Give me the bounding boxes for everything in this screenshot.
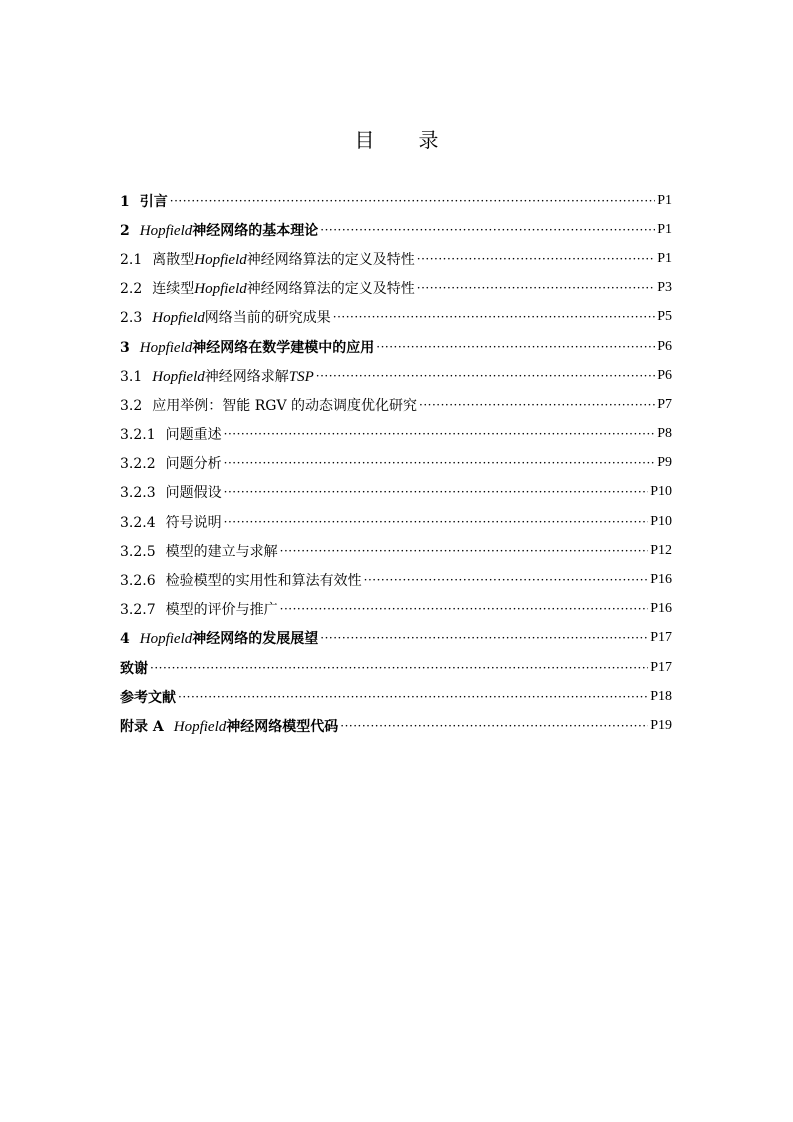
toc-entry-text-suffix: 神经网络算法的定义及特性 bbox=[246, 251, 415, 268]
toc-title-right: 录 bbox=[418, 128, 439, 152]
toc-entry-label bbox=[120, 395, 417, 415]
toc-entry-text-suffix: 神经网络的基本理论 bbox=[192, 222, 319, 239]
toc-entry-page: P6 bbox=[657, 367, 672, 383]
toc-entry-page: P1 bbox=[657, 192, 672, 208]
toc-entry-number: 2 bbox=[120, 222, 130, 239]
toc-entry[interactable] bbox=[120, 711, 672, 740]
toc-title bbox=[0, 124, 793, 153]
toc-entry-number: 3.2.1 bbox=[120, 427, 156, 444]
toc-entry-number: 2.1 bbox=[120, 251, 143, 268]
toc-entry-term: Hopfield bbox=[139, 339, 193, 356]
toc-entry-page: P9 bbox=[657, 455, 672, 471]
toc-entry-text: 离散型 bbox=[152, 251, 195, 268]
toc-entry-label bbox=[120, 337, 374, 357]
toc-leader-dots bbox=[340, 719, 648, 733]
toc-entry-number: 3.1 bbox=[120, 368, 143, 385]
toc-entry-page: P7 bbox=[657, 396, 672, 412]
toc-entry-text: 引言 bbox=[139, 193, 168, 210]
toc-entry-page: P17 bbox=[650, 630, 672, 646]
toc-entry-label bbox=[120, 512, 222, 532]
toc-entry-text: 问题重述 bbox=[165, 427, 222, 444]
toc-entry-page: P16 bbox=[650, 572, 672, 588]
toc-entry[interactable] bbox=[120, 565, 672, 594]
toc-entry-page: P16 bbox=[650, 601, 672, 617]
toc-entry-number: 3.2.2 bbox=[120, 456, 156, 473]
toc-entry-text: 问题分析 bbox=[165, 456, 222, 473]
toc-entry-number: 3.2.3 bbox=[120, 485, 156, 502]
toc-leader-dots bbox=[224, 485, 649, 499]
toc-entry[interactable] bbox=[120, 390, 672, 419]
toc-entry-number: 3.2.5 bbox=[120, 543, 156, 560]
toc-entry-text-suffix: 神经网络求解 bbox=[204, 368, 289, 385]
toc-leader-dots bbox=[150, 661, 648, 675]
toc-entry-label bbox=[120, 570, 362, 590]
toc-entry[interactable] bbox=[120, 274, 672, 303]
toc-entry-text: 参考文献 bbox=[120, 689, 176, 706]
toc-entry[interactable] bbox=[120, 361, 672, 390]
toc-entry-label bbox=[120, 687, 176, 707]
toc-entry-label bbox=[120, 191, 168, 211]
toc-entry-page: P17 bbox=[650, 659, 672, 675]
toc-entry-text: 模型的建立与求解 bbox=[165, 543, 278, 560]
toc-entry-page: P5 bbox=[657, 309, 672, 325]
toc-entry-label bbox=[120, 658, 148, 678]
toc-entry[interactable] bbox=[120, 536, 672, 565]
toc-entry[interactable] bbox=[120, 478, 672, 507]
toc-entry-label bbox=[120, 599, 278, 619]
toc-leader-dots bbox=[320, 631, 648, 645]
toc-entry[interactable] bbox=[120, 215, 672, 244]
toc-entry-text: 问题假设 bbox=[165, 485, 222, 502]
toc-leader-dots bbox=[333, 310, 655, 324]
toc-entry-page: P8 bbox=[657, 426, 672, 442]
toc-entry-page: P1 bbox=[657, 250, 672, 266]
toc-entry[interactable] bbox=[120, 449, 672, 478]
toc-entry-text-suffix: 网络当前的研究成果 bbox=[204, 310, 331, 327]
toc-entry-text-suffix: 神经网络算法的定义及特性 bbox=[246, 281, 415, 298]
toc-entry-text: 检验模型的实用性和算法有效性 bbox=[165, 573, 362, 590]
toc-entry[interactable] bbox=[120, 653, 672, 682]
toc-entry-number: 3.2.6 bbox=[120, 573, 156, 590]
toc-entry-label bbox=[120, 424, 222, 444]
toc-entry-term: Hopfield bbox=[194, 251, 247, 268]
toc-entry-number: 1 bbox=[120, 193, 130, 210]
toc-entry-number: 3 bbox=[120, 339, 130, 356]
toc-entry-number: 2.2 bbox=[120, 281, 143, 298]
toc-entry-number: 3.2 bbox=[120, 397, 143, 414]
toc-entry[interactable] bbox=[120, 332, 672, 361]
toc-leader-dots bbox=[376, 340, 655, 354]
toc-entry-term: Hopfield bbox=[139, 631, 193, 648]
toc-entry-label bbox=[120, 249, 415, 269]
toc-leader-dots bbox=[364, 573, 649, 587]
toc-entry-label bbox=[120, 453, 222, 473]
toc-entry-label bbox=[120, 541, 278, 561]
toc-entry-text: 符号说明 bbox=[165, 514, 222, 531]
toc-entry-label bbox=[120, 220, 318, 240]
toc-entry-text-suffix: 神经网络模型代码 bbox=[226, 718, 339, 735]
toc-entry-label bbox=[120, 307, 331, 327]
toc-leader-dots bbox=[170, 194, 655, 208]
toc-entry[interactable] bbox=[120, 682, 672, 711]
toc-entry-term: Hopfield bbox=[173, 718, 227, 735]
toc-entry-term: Hopfield bbox=[139, 222, 193, 239]
toc-entry-page: P1 bbox=[657, 221, 672, 237]
toc-leader-dots bbox=[316, 369, 655, 383]
toc-entry[interactable] bbox=[120, 244, 672, 273]
toc-leader-dots bbox=[224, 515, 649, 529]
toc-entry-term: Hopfield bbox=[152, 368, 205, 385]
toc-entry-page: P12 bbox=[650, 542, 672, 558]
toc-entry-label bbox=[120, 278, 415, 298]
toc-entry-number: 3.2.4 bbox=[120, 514, 156, 531]
toc-leader-dots bbox=[419, 398, 655, 412]
toc-leader-dots bbox=[224, 427, 656, 441]
toc-leader-dots bbox=[280, 602, 649, 616]
toc-entry-label bbox=[120, 716, 338, 736]
toc-entry[interactable] bbox=[120, 420, 672, 449]
toc-entry-page: P19 bbox=[650, 717, 672, 733]
toc-entry-text-suffix: 神经网络在数学建模中的应用 bbox=[192, 339, 375, 356]
toc-leader-dots bbox=[178, 690, 648, 704]
toc-entry-term: Hopfield bbox=[152, 310, 205, 327]
toc-entry-number: 4 bbox=[120, 631, 130, 648]
toc-entry-text: 致谢 bbox=[120, 660, 148, 677]
toc-entry[interactable] bbox=[120, 186, 672, 215]
table-of-contents bbox=[120, 186, 672, 741]
toc-entry-number: 3.2.7 bbox=[120, 602, 156, 619]
toc-entry-page: P6 bbox=[657, 338, 672, 354]
toc-entry-label bbox=[120, 628, 318, 648]
toc-entry-label bbox=[120, 366, 314, 386]
toc-entry[interactable] bbox=[120, 303, 672, 332]
toc-entry-number: 附录 A bbox=[120, 718, 164, 735]
toc-entry-page: P3 bbox=[657, 280, 672, 296]
toc-entry-term: Hopfield bbox=[194, 281, 247, 298]
toc-entry-page: P10 bbox=[650, 484, 672, 500]
toc-leader-dots bbox=[280, 544, 649, 558]
toc-entry-number: 2.3 bbox=[120, 310, 143, 327]
toc-entry-page: P10 bbox=[650, 513, 672, 529]
toc-leader-dots bbox=[417, 281, 655, 295]
toc-entry[interactable] bbox=[120, 624, 672, 653]
toc-entry-page: P18 bbox=[650, 688, 672, 704]
toc-entry-text: 连续型 bbox=[152, 281, 195, 298]
toc-entry-text: 应用举例：智能 RGV 的动态调度优化研究 bbox=[152, 397, 417, 414]
toc-title-left: 目 bbox=[354, 128, 375, 152]
toc-entry-label bbox=[120, 482, 222, 502]
toc-entry[interactable] bbox=[120, 595, 672, 624]
toc-leader-dots bbox=[417, 252, 655, 266]
toc-entry-term-suffix: TSP bbox=[288, 368, 314, 385]
toc-leader-dots bbox=[224, 456, 656, 470]
toc-leader-dots bbox=[320, 223, 655, 237]
toc-entry[interactable] bbox=[120, 507, 672, 536]
toc-entry-text-suffix: 神经网络的发展展望 bbox=[192, 631, 319, 648]
toc-entry-text: 模型的评价与推广 bbox=[165, 602, 278, 619]
